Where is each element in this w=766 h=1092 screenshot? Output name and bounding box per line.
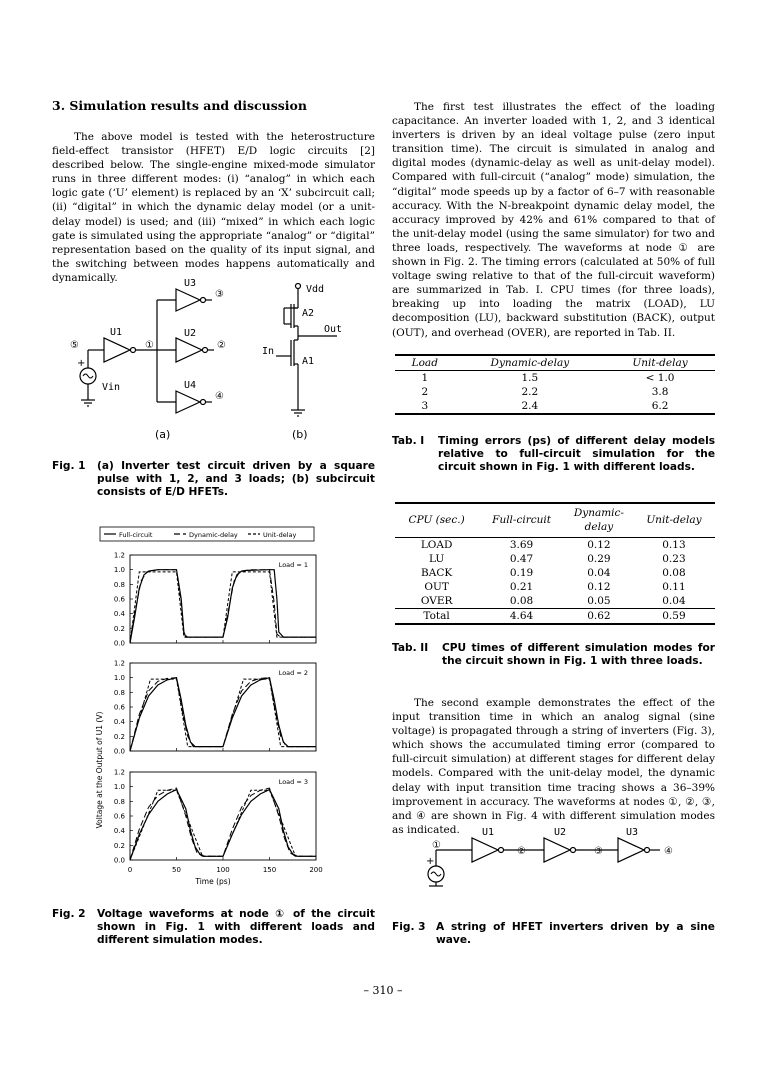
fig1-caption-text: (a) Inverter test circuit driven by a square pulse with 1, 2, and 3 loads; (b) subcircuit consists of E/D HFETs. [97, 460, 375, 499]
x-tick-label: 0 [127, 866, 133, 874]
tab2-cell: 0.23 [662, 552, 686, 565]
tab2-cell: 0.08 [662, 566, 686, 579]
series-line [130, 570, 316, 643]
vin-label: Vin [102, 382, 121, 393]
y-tick-label: 0.0 [113, 747, 125, 756]
x-tick-label: 200 [309, 866, 323, 874]
right-paragraph-1 [392, 100, 715, 340]
fig3-plus-label: + [426, 856, 435, 867]
results-paragraph: The first test illustrates the effect of the loading capacitance. An inverter loaded with 1, 2, and 3 identical inverters is driven by an ideal voltage pulse (zero input transition time). The circuit is simulated in analog and digital modes (dynamic-delay as well as unit-delay model). Compared with full-circuit (“analog” mode) simulation, the “digital” mode speeds up by a factor of 6–7 with reasonable accuracy. With the N-breakpoint dynamic delay model, the accuracy improved by 42% and 61% compared to that of the unit-delay model (using the same simulator) for two and three loads, respectively. The waveforms at node ① are shown in Fig. 2. The timing errors (calculated at 50% of full voltage swing relative to that of the full-circuit waveform) are summarized in Tab. I. CPU times (for three loads), breaking up into loading the matrix (LOAD), LU decomposition (LU), backward substitution (BACK), output (OUT), and overhead (OVER), are reported in Tab. II. [392, 101, 715, 339]
section-paragraph [52, 130, 375, 285]
y-tick-label: 0.8 [113, 688, 125, 697]
tab2-header-cpu: CPU (sec.) [408, 514, 465, 527]
inverter-u1-icon [472, 838, 498, 862]
inverter-u2-icon [544, 838, 570, 862]
tab2-cell: 0.04 [662, 594, 686, 607]
tab1-cell: 1.5 [521, 372, 539, 384]
y-tick-label: 0.2 [113, 732, 125, 741]
u2-label: U2 [184, 328, 197, 339]
out-label: Out [324, 324, 343, 335]
a2-label: A2 [302, 308, 315, 319]
fig2-caption-label: Fig. 2 [52, 908, 86, 920]
tab2-cell: BACK [421, 566, 453, 579]
y-axis-label: Voltage at the Output of U1 (V) [95, 711, 104, 829]
tab2-cell: 0.19 [509, 566, 534, 579]
tab2-total-cell: 0.62 [587, 609, 611, 622]
node1-label: ① [145, 340, 154, 351]
y-tick-label: 1.0 [113, 783, 125, 792]
y-tick-label: 0.0 [113, 856, 125, 865]
fig3-caption-text: A string of HFET inverters driven by a sine wave. [436, 921, 715, 947]
y-tick-label: 1.0 [113, 674, 125, 683]
tab2-cell: 0.04 [587, 566, 611, 579]
fig1-subcaption-a: (a) [155, 428, 171, 441]
y-tick-label: 0.8 [113, 580, 125, 589]
fig1-caption [52, 460, 375, 500]
legend-label: Full-circuit [119, 531, 153, 539]
page-number: – 310 – [363, 984, 403, 997]
tab2-cell: 0.21 [509, 580, 534, 593]
inverter-u3-icon [618, 838, 644, 862]
fig3-node2-label: ② [517, 846, 526, 857]
fig3-caption-label: Fig. 3 [392, 921, 426, 933]
table-row [395, 385, 715, 399]
tab1-caption-text: Timing errors (ps) of different delay models relative to full-circuit simulation for the circuit shown in Fig. 1 with different loads. [438, 435, 715, 474]
x-tick-label: 150 [262, 866, 277, 874]
legend-label: Unit-delay [263, 531, 297, 539]
y-tick-label: 1.2 [113, 659, 125, 668]
y-tick-label: 1.2 [113, 551, 125, 560]
panel-label: Load = 1 [278, 561, 308, 569]
y-tick-label: 0.4 [113, 718, 125, 727]
tab2-cell: OVER [420, 594, 453, 607]
fig3-node1-label: ① [432, 840, 441, 851]
tab2-cell: LOAD [420, 538, 453, 551]
tab2-cell: 3.69 [509, 538, 534, 551]
tab1-cell: 6.2 [651, 400, 669, 412]
table-row [395, 580, 715, 594]
table-row [395, 552, 715, 566]
y-tick-label: 0.6 [113, 703, 125, 712]
tab2-cell: 0.12 [587, 580, 611, 593]
tab1-cell: < 1.0 [645, 372, 675, 384]
fig3-u2-label: U2 [554, 827, 567, 838]
node4-label: ④ [215, 391, 224, 402]
tab2-cell: 0.11 [662, 580, 686, 593]
a1-label: A1 [302, 356, 315, 367]
tab2-total-cell: 0.59 [662, 609, 686, 622]
table-2 [395, 502, 715, 625]
tab1-cell: 2 [421, 386, 429, 398]
u1-label: U1 [110, 327, 123, 338]
tab2-cell: 0.29 [587, 552, 611, 565]
x-axis-label: Time (ps) [195, 877, 231, 886]
series-line [130, 788, 316, 860]
table-1 [395, 354, 715, 415]
fig1-caption-label: Fig. 1 [52, 460, 86, 472]
tab2-caption-text: CPU times of different simulation modes for the circuit shown in Fig. 1 with three loads. [442, 642, 715, 668]
series-line [130, 790, 316, 860]
fig2-chart [90, 525, 330, 891]
tab2-cell: LU [428, 552, 445, 565]
legend-label: Dynamic-delay [189, 531, 238, 539]
y-tick-label: 0.6 [113, 812, 125, 821]
tab1-cell: 2.2 [521, 386, 539, 398]
fig1-subcaption-b: (b) [292, 428, 308, 441]
fig3-node3-label: ③ [594, 846, 603, 857]
node3-label: ③ [215, 289, 224, 300]
table-row [395, 371, 715, 386]
y-tick-label: 0.0 [113, 639, 125, 648]
fig3-circuit-diagram [420, 826, 700, 892]
tab2-header-dynamic: Dynamic-delay [573, 507, 624, 534]
u4-label: U4 [184, 380, 197, 391]
plus-label: + [77, 358, 86, 369]
fig3-node4-label: ④ [664, 846, 673, 857]
table-total-row [395, 608, 715, 624]
tab1-header-dynamic: Dynamic-delay [490, 357, 570, 369]
in-label: In [262, 346, 275, 357]
series-line [130, 572, 316, 643]
y-tick-label: 0.2 [113, 624, 125, 633]
second-example-paragraph: The second example demonstrates the effect of the input transition time in which an analog signal (sine voltage) is propagated through a string of inverters (Fig. 3), which shows the accumulated timing error (compared to full-circuit simulation) at different stages for different delay models. Compared with the unit-delay model, the dynamic delay with input transition time tracing shows a 36–39% improvement in accuracy. The waveforms at nodes ①, ②, ③, and ④ are shown in Fig. 4 with different simulation modes as indicated. [392, 697, 715, 836]
tab1-cell: 1 [421, 372, 429, 384]
table-row [395, 399, 715, 414]
tab2-cell: 0.13 [662, 538, 686, 551]
y-tick-label: 0.6 [113, 595, 125, 604]
inverter-u1-icon [104, 338, 130, 362]
fig3-u1-label: U1 [482, 827, 495, 838]
table-row [395, 594, 715, 609]
panel-label: Load = 2 [278, 669, 308, 677]
tab1-header-load: Load [411, 357, 438, 369]
tab2-caption [392, 642, 715, 668]
fig2-caption [52, 908, 375, 948]
inverter-u2-icon [176, 338, 202, 362]
vdd-label: Vdd [306, 284, 325, 295]
node2-label: ② [217, 340, 226, 351]
tab1-header-unit: Unit-delay [632, 357, 688, 369]
tab2-caption-label: Tab. II [392, 642, 429, 654]
tab1-cell: 2.4 [521, 400, 539, 412]
y-tick-label: 1.0 [113, 566, 125, 575]
tab2-total-cell: Total [423, 609, 450, 622]
tab1-cell: 3 [421, 400, 429, 412]
series-line [130, 678, 316, 751]
fig1-circuit-diagram [52, 278, 382, 444]
tab2-cell: 0.08 [509, 594, 534, 607]
inverter-u4-icon [176, 391, 200, 413]
tab2-total-cell: 4.64 [509, 609, 534, 622]
series-line [130, 678, 316, 751]
node5-label: ⑤ [70, 340, 79, 351]
y-tick-label: 0.4 [113, 610, 125, 619]
u3-label: U3 [184, 278, 197, 289]
inverter-u3-icon [176, 289, 200, 311]
series-line [130, 679, 316, 751]
fig2-caption-text: Voltage waveforms at node ① of the circuit shown in Fig. 1 with different loads and different simulation modes. [97, 908, 375, 947]
y-tick-label: 0.4 [113, 827, 125, 836]
y-tick-label: 0.8 [113, 797, 125, 806]
table-row [395, 566, 715, 580]
fig3-u3-label: U3 [626, 827, 639, 838]
tab2-header-unit: Unit-delay [646, 514, 702, 527]
tab1-cell: 3.8 [651, 386, 669, 398]
tab2-cell: 0.05 [587, 594, 611, 607]
tab1-caption-label: Tab. I [392, 435, 425, 447]
y-tick-label: 0.2 [113, 841, 125, 850]
x-tick-label: 100 [216, 866, 230, 874]
panel-label: Load = 3 [278, 778, 308, 786]
paragraph-1: The above model is tested with the heterostructure field-effect transistor (HFET) E/D logic circuits [2] described below. The single-engine mixed-mode simulator runs in three different modes: (i) “analog” in which each logic gate (‘U’ element) is replaced by an ‘X’ subcircuit call; (ii) “digital” in which the dynamic delay model (or a unit-delay model) is used; and (iii) “mixed” in which each logic gate is simulated using the appropriate “analog” or “digital” representation based on the quality of its input signal, and the switching between modes happens automatically and dynamically. [52, 131, 375, 284]
tab2-cell: 0.12 [587, 538, 611, 551]
fig3-caption [392, 921, 715, 947]
tab2-cell: 0.47 [509, 552, 534, 565]
tab1-caption [392, 435, 715, 475]
tab2-cell: OUT [424, 580, 449, 593]
section-title: 3. Simulation results and discussion [52, 98, 307, 113]
series-line [130, 570, 316, 643]
x-tick-label: 50 [172, 866, 181, 874]
right-paragraph-2 [392, 696, 715, 837]
tab2-header-full: Full-circuit [492, 514, 551, 527]
y-tick-label: 1.2 [113, 768, 125, 777]
table-row [395, 537, 715, 552]
